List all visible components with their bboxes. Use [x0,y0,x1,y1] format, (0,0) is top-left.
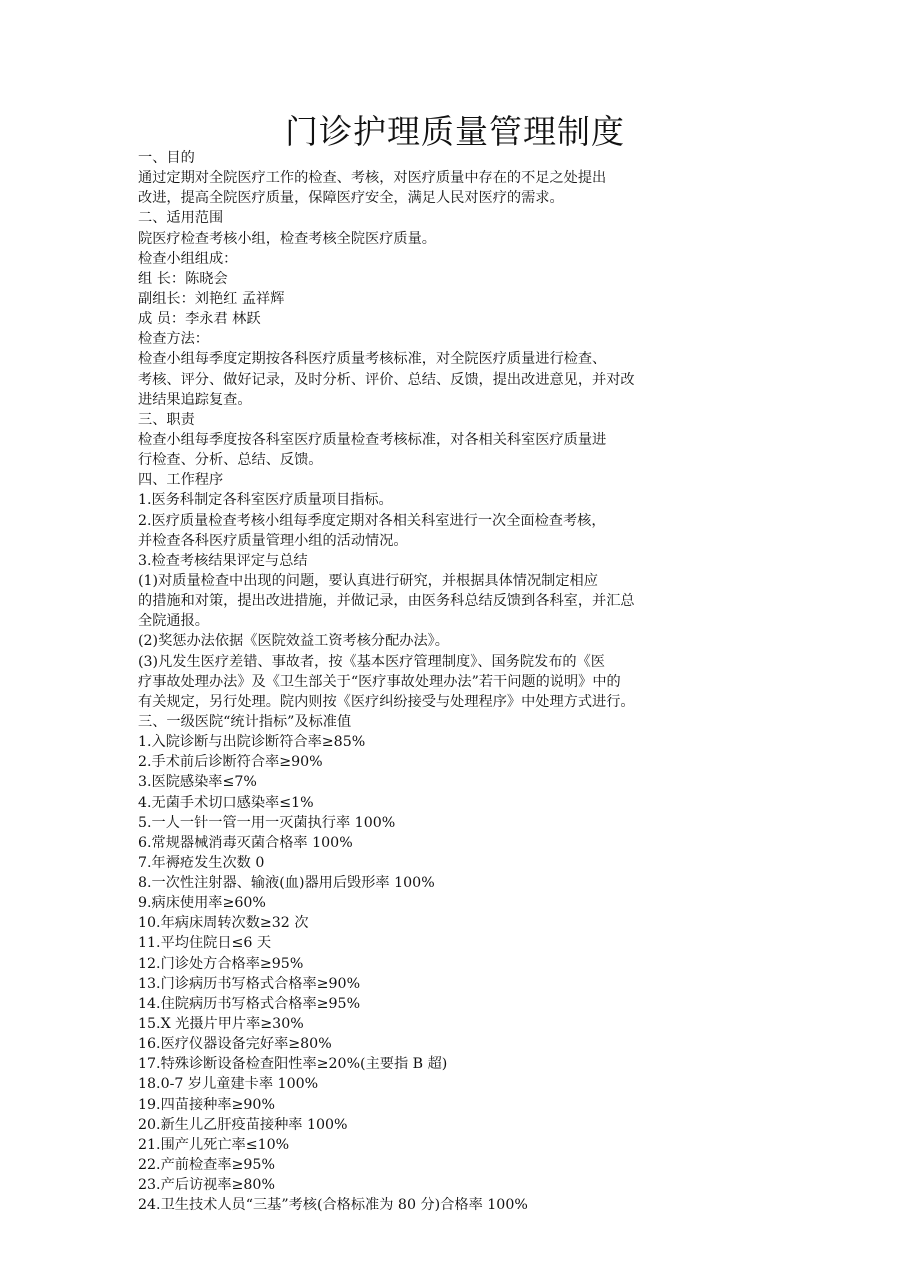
text-line: 18.0-7 岁儿童建卡率 100% [138,1076,319,1093]
text-line: 考核、评分、做好记录，及时分析、评价、总结、反馈，提出改进意见，并对改 [138,371,635,388]
text-line: 10.年病床周转次数≥32 次 [138,915,309,932]
text-line: 5.一人一针一管一用一灭菌执行率 100% [138,814,396,831]
text-line: 检查小组组成： [138,250,238,267]
text-line: 12.门诊处方合格率≥95% [138,955,304,972]
text-line: 3.医院感染率≤7% [138,774,257,791]
text-line: 成 员：李永君 林跃 [138,311,261,328]
text-line: 21.围产儿死亡率≤10% [138,1136,290,1153]
text-line: 15.X 光摄片甲片率≥30% [138,1016,304,1033]
text-line: 23.产后访视率≥80% [138,1177,275,1194]
text-line: 19.四苗接种率≥90% [138,1096,275,1113]
text-line: 2.医疗质量检查考核小组每季度定期对各相关科室进行一次全面检查考核， [138,512,606,529]
document-body [138,148,778,1215]
text-line: 改进，提高全院医疗质量，保障医疗安全，满足人民对医疗的需求。 [138,190,564,207]
text-line: 11.平均住院日≤6 天 [138,935,272,952]
text-line: (1)对质量检查中出现的问题，要认真进行研究，并根据具体情况制定相应 [138,572,598,589]
text-line: (3)凡发生医疗差错、事故者，按《基本医疗管理制度》、国务院发布的《医 [138,653,605,670]
text-line: (2)奖惩办法依据《医院效益工资考核分配办法》。 [138,633,449,650]
text-line: 一、目的 [138,150,195,166]
text-line: 院医疗检查考核小组，检查考核全院医疗质量。 [138,230,436,247]
text-line: 的措施和对策，提出改进措施，并做记录，由医务科总结反馈到各科室，并汇总 [138,593,635,610]
text-line: 检查小组每季度按各科室医疗质量检查考核标准，对各相关科室医疗质量进 [138,431,607,448]
text-line: 三、一级医院“统计指标”及标准值 [138,713,352,730]
text-line: 16.医疗仪器设备完好率≥80% [138,1036,332,1053]
text-line: 6.常规器械消毒灭菌合格率 100% [138,834,353,851]
text-line: 进结果追踪复查。 [138,391,252,408]
text-line: 24.卫生技术人员“三基”考核(合格标准为 80 分)合格率 100% [138,1197,528,1214]
text-line: 1.入院诊断与出院诊断符合率≥85% [138,734,366,751]
text-line: 14.住院病历书写格式合格率≥95% [138,995,361,1012]
text-line: 9.病床使用率≥60% [138,895,266,912]
text-line: 疗事故处理办法》及《卫生部关于“医疗事故处理办法”若干问题的说明》中的 [138,673,621,690]
text-line: 20.新生儿乙肝疫苗接种率 100% [138,1116,348,1133]
text-line: 二、适用范围 [138,210,224,227]
text-line: 有关规定，另行处理。院内则按《医疗纠纷接受与处理程序》中处理方式进行。 [138,693,635,710]
text-line: 检查小组每季度定期按各科医疗质量考核标准，对全院医疗质量进行检查、 [138,351,607,368]
text-line: 2.手术前后诊断符合率≥90% [138,754,323,771]
text-line: 组 长：陈晓会 [138,270,228,287]
text-line: 三、职责 [138,411,195,428]
text-line: 7.年褥疮发生次数 0 [138,854,265,871]
text-line: 3.检查考核结果评定与总结 [138,552,308,569]
text-line: 17.特殊诊断设备检查阳性率≥20%(主要指 B 超) [138,1056,448,1073]
text-line: 通过定期对全院医疗工作的检查、考核，对医疗质量中存在的不足之处提出 [138,170,607,187]
text-line: 13.门诊病历书写格式合格率≥90% [138,975,361,992]
text-line: 22.产前检查率≥95% [138,1157,275,1174]
text-line: 四、工作程序 [138,472,224,489]
text-line: 并检查各科医疗质量管理小组的活动情况。 [138,532,408,549]
text-line: 检查方法： [138,331,209,348]
text-line: 全院通报。 [138,613,209,630]
text-line: 1.医务科制定各科室医疗质量项目指标。 [138,492,393,509]
text-line: 行检查、分析、总结、反馈。 [138,452,323,469]
document-title: 门诊护理质量管理制度 [285,112,625,151]
text-line: 副组长：刘艳红 孟祥辉 [138,290,285,307]
text-line: 8.一次性注射器、输液(血)器用后毁形率 100% [138,875,435,892]
text-line: 4.无菌手术切口感染率≤1% [138,794,314,811]
